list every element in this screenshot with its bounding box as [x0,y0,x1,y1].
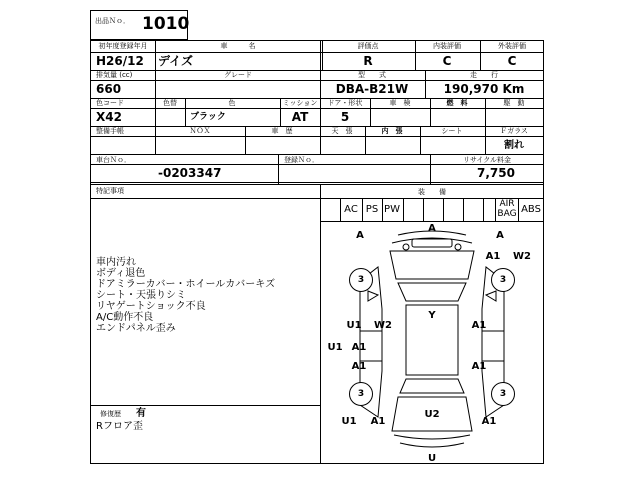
maintenance-book-label: 整備手帳 [96,127,124,135]
grid-line [155,70,156,98]
fglass-label: Ｆガラス [500,127,528,135]
grid-line [245,126,246,154]
score: R [363,54,373,68]
damage-side-left-1: U1 [327,342,343,353]
seat-label: シート [441,127,463,135]
note-line: ドアミラーカバー・ホイールカバーキズ [96,279,276,290]
year-label: 初年度登録年月 [98,42,148,50]
grid-line [430,154,431,184]
grid-line [322,40,323,70]
car-name-label: 車 名 [220,42,256,50]
chassis-number-label: 車台Ｎｏ． [96,156,131,164]
repair-history: 有 [136,408,146,419]
damage-door-right-front: A1 [471,320,487,331]
grade-label: グレード [224,71,252,79]
damage-door-left-front-2: W2 [374,320,392,331]
grid-line [485,126,486,154]
grid-line [90,126,544,127]
damage-front-left: A [356,230,364,241]
hood-outline [390,251,474,279]
grid-line [90,154,544,155]
grid-line [90,52,544,53]
color-label: 色 [228,99,236,107]
fuel-label: 燃 料 [446,99,468,107]
damage-rear-gate: U2 [424,409,440,420]
grid-line [415,40,416,70]
right-mirror-outline [486,291,496,301]
damage-side-left-2: A1 [351,342,367,353]
repair-note: Rフロア歪 [96,421,143,432]
grid-line [362,198,363,221]
note-line: リヤゲートショック不良 [96,301,206,312]
rear-bumper-outline [394,435,470,439]
car-history-label: 車 歴 [271,127,293,135]
mileage-label: 走 行 [470,71,498,79]
grid-line [403,198,404,221]
notes-label: 特記事項 [96,187,124,195]
color-name: ブラック [190,112,226,122]
grid-line [155,98,156,126]
grid-line [483,198,484,221]
grid-line [485,98,486,126]
grid-line [320,98,321,126]
damage-rear-right: A1 [481,416,497,427]
equipment-abs: ABS [521,204,541,215]
grid-line [320,126,321,154]
mileage: 190,970 Km [443,82,525,96]
nox-label: ＮＯＸ [189,127,211,135]
grid-line [90,136,544,137]
grid-line [155,40,156,70]
damage-roof: Y [428,310,436,321]
grid-line [90,405,320,406]
rear-bumper-outline [400,443,464,447]
fog-lamp-outline [455,244,461,250]
grid-line [480,40,481,70]
grid-line [90,108,544,109]
interior-lining-label: 内 張 [381,127,403,135]
grid-line [370,98,371,126]
grid-line [280,98,281,126]
fog-lamp-outline [403,244,409,250]
rear-window-outline [400,379,464,393]
lot-number-label: 出品Ｎｏ． [95,17,130,25]
score-label: 評価点 [357,42,379,50]
damage-rear-left-2: A1 [370,416,386,427]
wheel-rear-right: 3 [491,382,515,406]
color-code: X42 [96,110,122,124]
grid-line [320,70,321,98]
grid-line [340,198,341,221]
drive-label: 駆 動 [503,99,525,107]
wheel-front-left: 3 [349,268,373,292]
front-grille-outline [412,239,452,247]
damage-rear: U [427,453,437,464]
damage-front-right: A [496,230,504,241]
damage-fender-right-2: W2 [513,251,531,262]
doors-label: ドア・形状 [327,99,363,107]
recycle-fee-label: リサイクル料金 [462,156,512,164]
displacement-label: 排気量 (cc) [96,71,133,79]
displacement: 660 [96,82,122,96]
grid-line [90,184,544,185]
grid-line [185,98,186,126]
car-name: デイズ [158,54,194,68]
front-glass: 割れ [504,140,524,151]
windshield-outline [398,283,466,301]
exterior-grade: C [507,54,517,68]
note-line: 車内汚れ [96,257,136,268]
registration-number-label: 登録Ｎｏ． [284,156,319,164]
wheel-rear-left: 3 [349,382,373,406]
interior-grade: C [442,54,452,68]
equipment-ps: PS [365,204,379,215]
equipment-grid [320,198,544,221]
damage-door-left-front: U1 [346,320,362,331]
equipment-label: 装 備 [418,188,446,196]
grid-line [155,126,156,154]
damage-rear-left-1: U1 [341,416,357,427]
roof-lining-label: 天 張 [331,127,353,135]
first-registration: H26/12 [96,54,144,68]
grid-line [425,70,426,98]
inspection-label: 車 検 [389,99,411,107]
damage-fender-right-1: A1 [485,251,501,262]
note-line: A/C動作不良 [96,312,154,323]
chassis-number: -0203347 [158,166,222,180]
equipment-pw: PW [384,204,400,215]
mission: AT [291,110,309,124]
grid-line [423,198,424,221]
left-mirror-outline [368,291,378,301]
grid-line [90,182,544,183]
recycle-fee: 7,750 [477,166,515,180]
grid-line [278,154,279,184]
grid-line [320,40,321,70]
equipment-airbag: AIR BAG [497,199,517,219]
grid-line [365,126,366,154]
color-code-label: 色コード [96,99,124,107]
grid-line [382,198,383,221]
equipment-ac: AC [344,204,358,215]
note-line: エンドパネル歪み [96,323,176,334]
lot-number: 1010 [142,14,190,34]
interior-grade-label: 内装評価 [433,42,461,50]
grid-line [430,98,431,126]
damage-door-right-rear: A1 [471,361,487,372]
note-line: ボディ退色 [96,268,146,279]
grid-line [443,198,444,221]
exterior-grade-label: 外装評価 [498,42,526,50]
model-code: DBA-B21W [335,82,409,96]
grid-line [90,80,544,81]
doors: 5 [340,110,350,124]
model-label: 型 式 [358,71,386,79]
grid-line [463,198,464,221]
repair-history-label: 修復歴 [100,410,121,418]
grid-line [420,126,421,154]
damage-sill-left: A1 [351,361,367,372]
damage-front: A [428,223,436,234]
wheel-front-right: 3 [491,268,515,292]
mission-label: ミッション [282,99,318,107]
color-change-label: 色替 [163,99,177,107]
note-line: シート・天張りシミ [96,290,186,301]
